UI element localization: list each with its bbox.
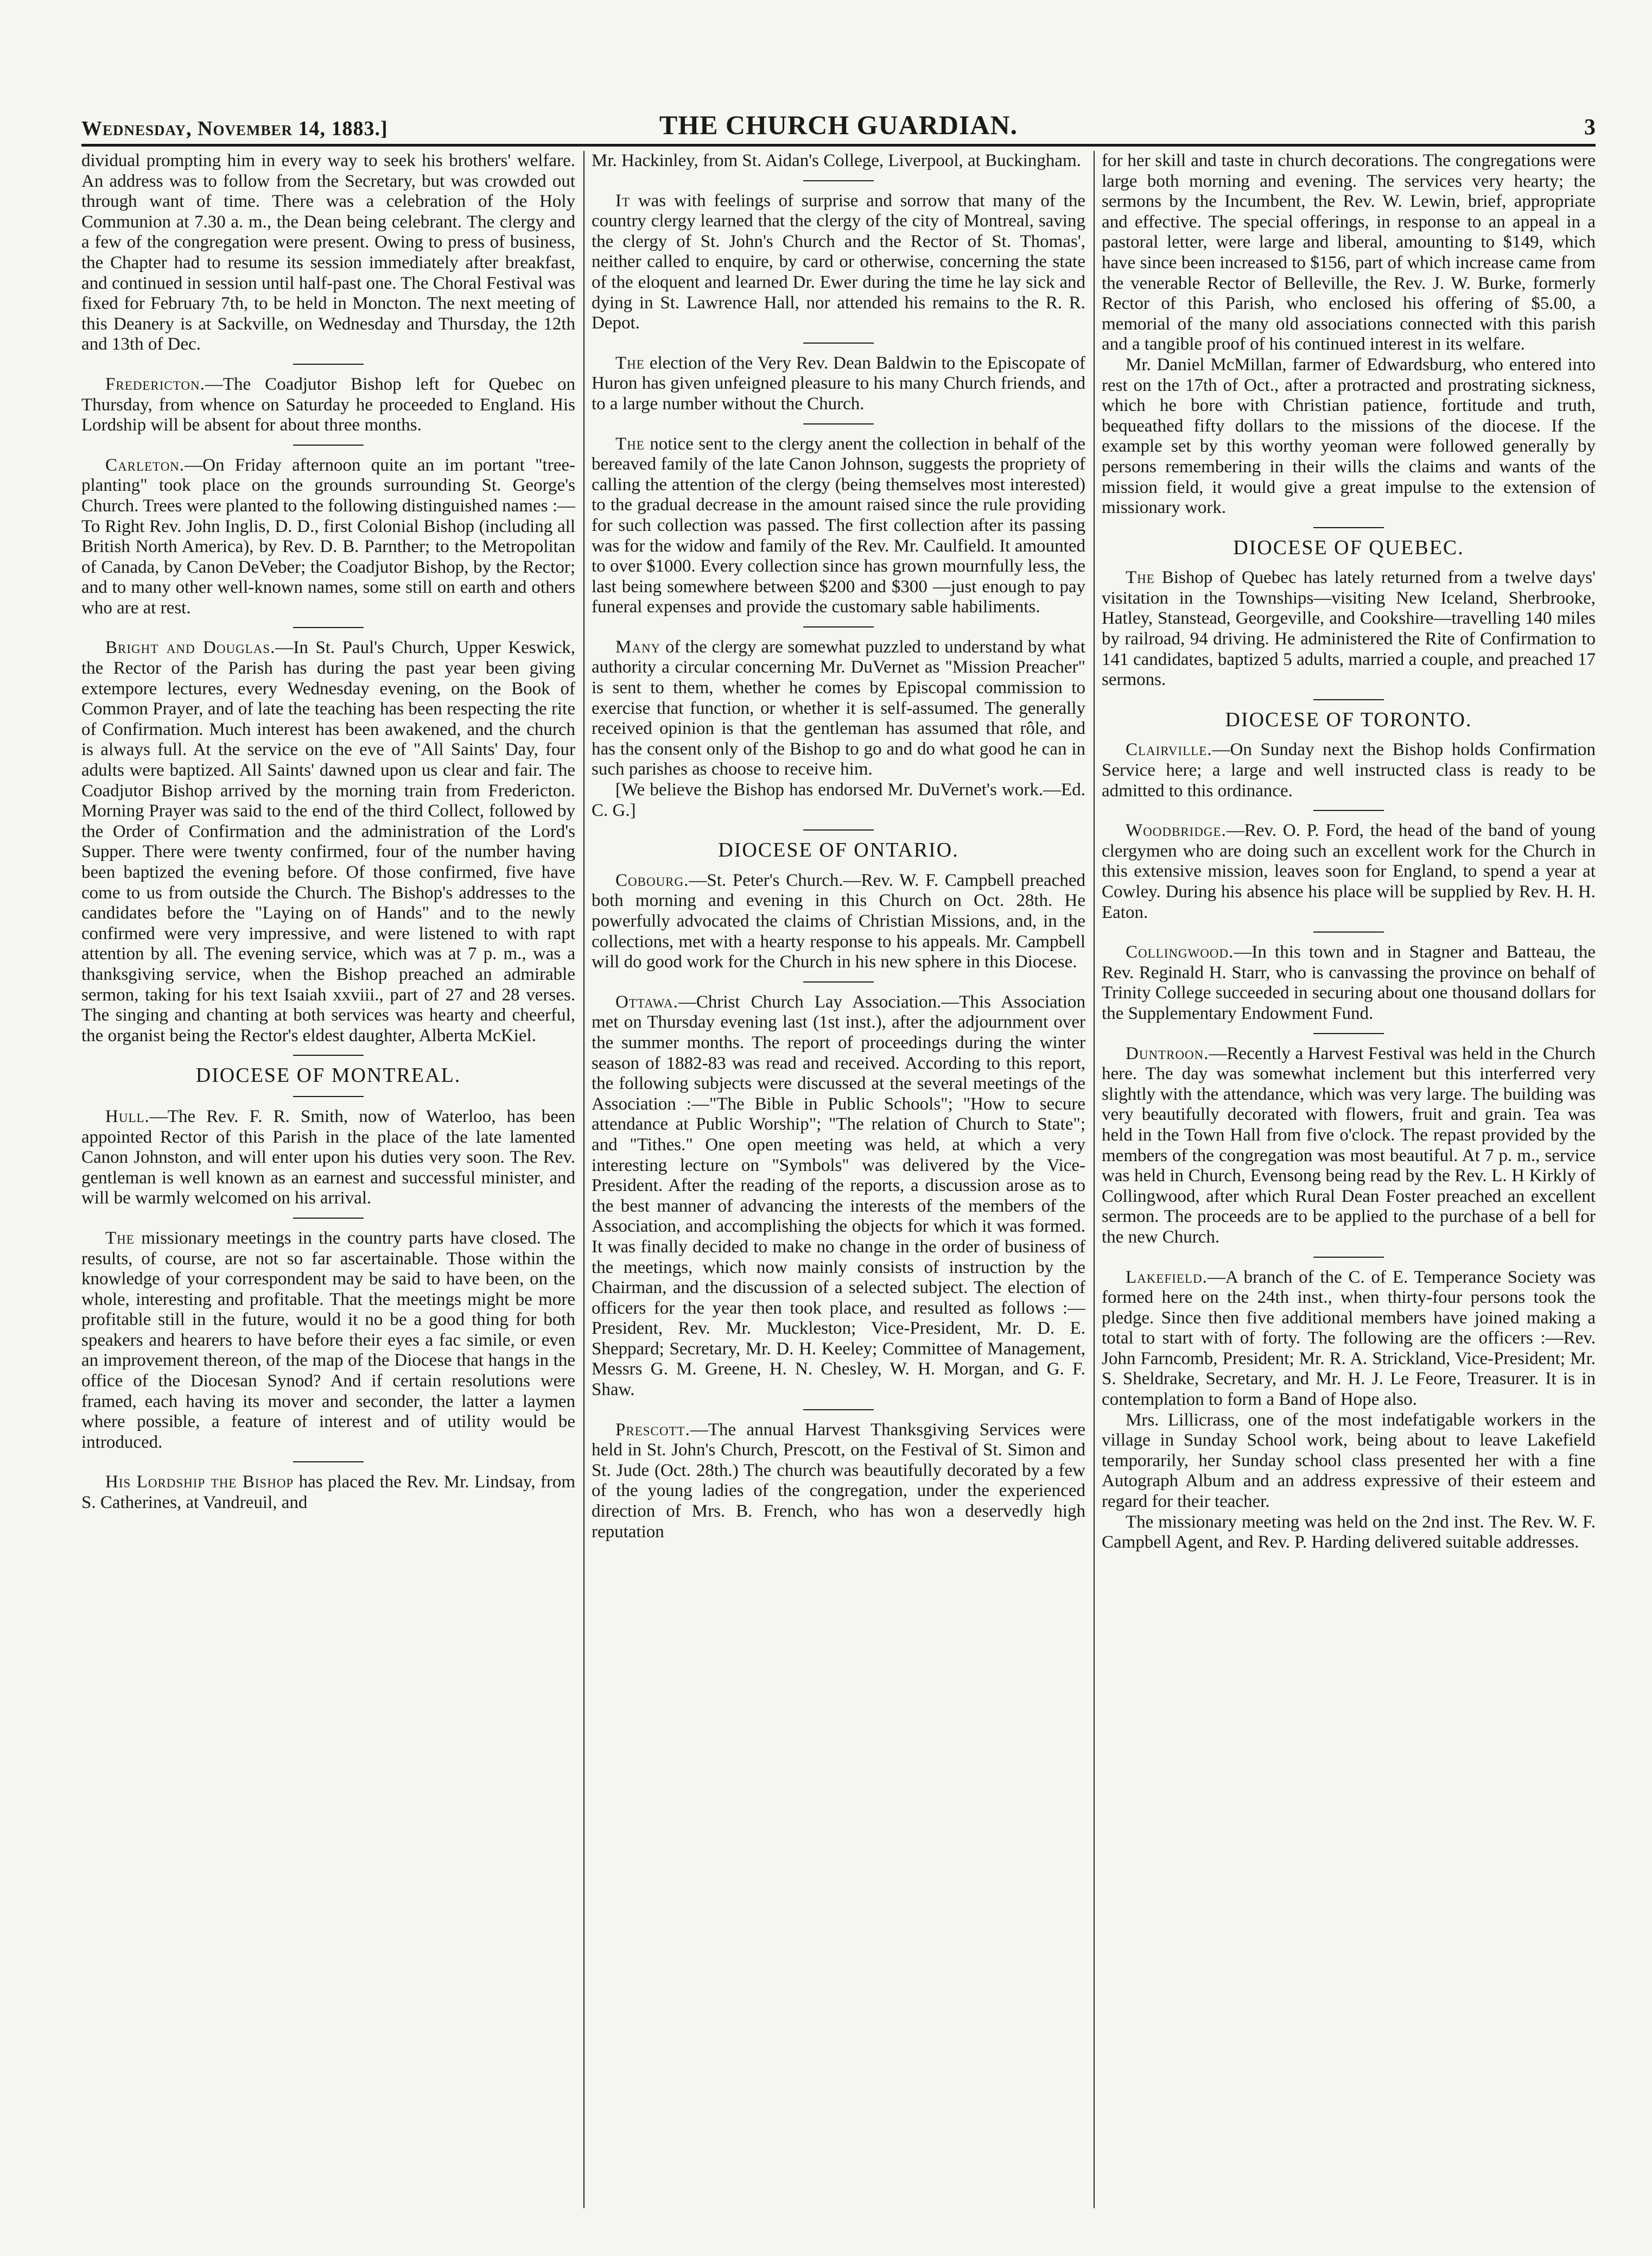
article-paragraph — [81, 1228, 575, 1453]
article-text: —In this town and in Stagner and Batteau, the Rev. Reginald H. Starr, who is canvassing the province on behalf of Trinity College succeeded in securing about one thousand dollars for the Supplementary Endowment Fund. — [1102, 942, 1596, 1023]
section-heading: DIOCESE OF MONTREAL. — [195, 1064, 461, 1087]
article-paragraph — [592, 871, 1085, 973]
separator — [293, 445, 364, 446]
article-text: —The Rev. F. R. Smith, now of Waterloo, has been appointed Rector of this Parish in the place of the late lamented Canon Johnston, and will enter upon his duties very soon. The Rev. gentleman is well known as an earnest and successful minister, and will be warmly welcomed on his arrival. — [81, 1106, 575, 1208]
article-paragraph — [592, 434, 1085, 618]
separator — [293, 364, 364, 365]
article-paragraph: for her skill and taste in church decorations. The congregations were large both morning and evening. The services very hearty; the sermons by the Incumbent, the Rev. W. Lewin, brief, appropriate and effective. The special offerings, in response to an appeal in a pastoral letter, were large and liberal, amounting to $149, which have since been increased to $156, part of which increase came from the venerable Rector of Belleville, the Rev. J. W. Burke, formerly Rector of this Parish, who enclosed his offering of $5.00, a memorial of the many old associations connected with this parish and a tangible proof of his continued interest in its welfare. — [1102, 151, 1596, 354]
article-paragraph: Mr. Hackinley, from St. Aidan's College, Liverpool, at Buckingham. — [592, 151, 1081, 170]
article-paragraph: The missionary meeting was held on the 2nd inst. The Rev. W. F. Campbell Agent, and Rev. P. Harding delivered suitable addresses. — [1102, 1512, 1596, 1552]
section-heading: DIOCESE OF ONTARIO. — [718, 839, 959, 862]
article-text: —A branch of the C. of E. Temperance Society was formed here on the 24th inst., when thirty-four persons took the pledge. Since then five additional members have joined making a total to start with of forty. The following are the officers :—Rev. John Farncomb, President; Mr. R. A. Strickland, Vice-President; Mr. S. Sheldrake, Secretary, and Mr. H. J. Le Feore, Treasurer. It is in contemplation to form a Band of Hope also. — [1102, 1267, 1596, 1410]
column-2 — [592, 151, 1085, 2208]
article-paragraph — [81, 1107, 575, 1209]
section-heading: DIOCESE OF TORONTO. — [1225, 708, 1472, 731]
article-text: election of the Very Rev. Dean Baldwin to the Episcopate of Huron has given unfeigned pleasure to his many Church friends, and to a large number without the Church. — [592, 353, 1085, 414]
dateline: Cobourg. — [615, 870, 689, 890]
separator — [1313, 1033, 1384, 1034]
article-text: —Recently a Harvest Festival was held in the Church here. The day was somewhat inclement but this interferred very slightly with the attendance, which was very large. The building was very beautifully decorated with flowers, fruit and grain. Tea was held in the Town Hall from five o'clock. The repast provided by the members of the congregation was most beautiful. At 7 p. m., service was held in Church, Evensong being read by the Rev. L. H Kirkly of Collingwood, after which Rural Dean Foster preached an excellent sermon. The proceeds are to be applied to the purchase of a bell for the new Church. — [1102, 1043, 1596, 1247]
separator — [803, 829, 874, 831]
separator — [803, 981, 874, 983]
article-paragraph — [81, 375, 575, 436]
separator — [803, 1409, 874, 1410]
article-paragraph — [592, 637, 1085, 780]
article-paragraph: dividual prompting him in every way to seek his brothers' welfare. An address was to follow from the Secretary, but was crowded out through want of time. There was a celebration of the Holy Communion at 7.30 a. m., the Dean being celebrant. The clergy and a few of the congregation were present. Owing to press of business, the Chapter had to resume its session immediately after breakfast, and continued in session until half-past one. The Choral Festival was fixed for February 7th, to be held in Moncton. The next meeting of this Deanery is at Sackville, on Wednesday and Thursday, the 12th and 13th of Dec. — [81, 151, 575, 354]
dateline: Clairville. — [1126, 740, 1212, 760]
article-text: —The annual Harvest Thanksgiving Services were held in St. John's Church, Prescott, on the Festival of St. Simon and St. Jude (Oct. 28th.) The church was beautifully decorated by a few of the young ladies of the congregation, under the experienced direction of Mrs. B. French, who has won a deservedly high reputation — [592, 1419, 1085, 1542]
article-text: missionary meetings in the country parts have closed. The results, of course, are not so far ascertainable. Those within the knowledge of your correspondent may be said to have been, on the whole, interesting and profitable. That the meetings might be more profitable still in the future, would it no be a good thing for both speakers and hearers to have before their eyes a fac simile, or even an improvement thereon, of the map of the Diocese that hangs in the office of the Diocesan Synod? And if certain resolutions were framed, each having its mover and seconder, the latter a laymen where possible, a feature of interest and of utility would be introduced. — [81, 1228, 575, 1452]
article-paragraph — [1102, 1044, 1596, 1248]
article-paragraph: Mr. Daniel McMillan, farmer of Edwardsburg, who entered into rest on the 17th of Oct., after a protracted and prostrating sickness, which he bore with Christian patience, fortitude and truth, bequeathed fifty dollars to the missions of the diocese. If the example set by this worthy yeoman were followed generally by persons remembering in their wills the claims and wants of the mission field, it would give a great impulse to the extension of missionary work. — [1102, 354, 1596, 518]
separator — [1313, 810, 1384, 811]
lead-word: The — [105, 1228, 135, 1248]
masthead — [81, 106, 1596, 147]
lead-word: His Lordship the Bishop — [105, 1472, 294, 1492]
column-rule — [1094, 151, 1095, 2208]
article-paragraph — [1102, 568, 1596, 690]
article-paragraph — [592, 191, 1085, 334]
section-heading: DIOCESE OF QUEBEC. — [1233, 536, 1464, 559]
article-paragraph — [1102, 942, 1596, 1024]
column-rule — [583, 151, 584, 2208]
dateline: Hull. — [105, 1106, 150, 1126]
article-text: —St. Peter's Church.—Rev. W. F. Campbell preached both morning and evening in this Church on Oct. 28th. He powerfully advocated the claims of Christian Missions, and, in the collections, met with a hearty response to his appeals. Mr. Campbell will do good work for the Church in his new sphere in this Diocese. — [592, 870, 1085, 972]
separator — [1313, 1257, 1384, 1258]
dateline: Woodbridge. — [1126, 821, 1227, 841]
editor-note: [We believe the Bishop has endorsed Mr. DuVernet's work.—Ed. C. G.] — [592, 780, 1085, 820]
lead-word: Many — [615, 637, 661, 657]
dateline: Duntroon. — [1126, 1043, 1209, 1063]
article-text: —The Coadjutor Bishop left for Quebec on Thursday, from whence on Saturday he proceeded to England. His Lordship will be absent for about three months. — [81, 374, 575, 435]
dateline: Carleton. — [105, 455, 185, 475]
separator — [803, 343, 874, 344]
separator — [293, 627, 364, 628]
separator — [1313, 931, 1384, 933]
separator — [1313, 527, 1384, 528]
article-text: of the clergy are somewhat puzzled to understand by what authority a circular concerning Mr. DuVernet as "Mission Preacher" is sent to them, whether he comes by Episcopal commission to exercise that function, or whether it is self-assumed. The generally received opinion is that the gentleman has assumed that rôle, and has the consent only of the Bishop to go and do what good he can in such parishes as choose to receive him. — [592, 637, 1085, 780]
separator — [293, 1218, 364, 1219]
column-1 — [81, 151, 575, 2208]
page-number: 3 — [1584, 115, 1596, 140]
article-text: —Rev. O. P. Ford, the head of the band of young clergymen who are doing such an excellent work for the Church in this extensive mission, leaves soon for England, to spend a year at Cowley. During his absence his place will be supplied by Rev. H. H. Eaton. — [1102, 821, 1596, 922]
separator — [803, 626, 874, 628]
article-paragraph — [1102, 1268, 1596, 1410]
article-text: —On Friday afternoon quite an im portant "tree-planting" took place on the grounds surrounding St. George's Church. Trees were planted to the following distinguished names :—To Right Rev. John Inglis, D. D., first Colonial Bishop (including all British North America), by Rev. D. B. Parnther; to the Metropolitan of Canada, by Canon DeVeber; the Coadjutor Bishop, by the Rector; and to many other well-known names, some still on earth and others who are at rest. — [81, 455, 575, 618]
article-text: notice sent to the clergy anent the collection in behalf of the bereaved family of the late Canon Johnson, suggests the propriety of calling the attention of the clergy (being themselves most interested) to the gradual decrease in the amount raised since the rule providing for such collection was passed. The first collection after its passing was for the widow and family of the Rev. Mr. Caulfield. It amounted to over $1000. Every collection since has grown mournfully less, the last being somewhere between $200 and $300 —just enough to pay funeral expenses and provide the customary sable habiliments. — [592, 434, 1085, 617]
dateline: Prescott. — [615, 1419, 690, 1440]
dateline: Collingwood. — [1126, 942, 1234, 962]
dateline: Fredericton. — [105, 374, 205, 394]
article-paragraph — [81, 638, 575, 1046]
lead-word: The — [615, 353, 645, 373]
article-text: —Christ Church Lay Association.—This Association met on Thursday evening last (1st inst.), after the adjournment over the summer months. The report of proceedings during the winter season of 1882-83 was read and received. According to this report, the following subjects were discussed at the several meetings of the Association :—"The Bible in Public Schools"; "How to secure attendance at Public Worship"; "The relation of Church to State"; and "Tithes." One open meeting was held, at which a very interesting lecture on "Symbols" was delivered by the Vice-President. After the reading of the reports, a discussion arose as to the best manner of advancing the interests of the members of the Association, and accomplishing the objects for which it was formed. It was finally decided to make no change in the order of business of the meetings, which now mainly consists of instruction by the Chairman, and the discussion of a selected subject. The election of officers for the year then took place, and resulted as follows :—President, Rev. Mr. Muckleston; Vice-President, Mr. D. E. Sheppard; Secretary, Mr. D. H. Keeley; Committee of Management, Messrs G. M. Greene, H. N. Chesley, W. H. Morgan, and G. F. Shaw. — [592, 992, 1085, 1400]
dateline: Lakefield. — [1126, 1267, 1208, 1287]
article-paragraph — [81, 455, 575, 619]
separator — [803, 423, 874, 424]
separator — [803, 180, 874, 181]
article-paragraph — [1102, 740, 1596, 801]
dateline: Bright and Douglas. — [105, 638, 276, 658]
column-3 — [1102, 151, 1596, 2208]
article-paragraph — [592, 353, 1085, 415]
issue-date: Wednesday, November 14, 1883.] — [81, 117, 388, 140]
article-text: —In St. Paul's Church, Upper Keswick, the Rector of the Parish has during the past year been giving extempore lectures, every Wednesday evening, on the Book of Common Prayer, and of late the teaching has been respecting the rite of Confirmation. Much interest has been awakened, and the church is always full. At the service on the eve of "All Saints' Day, four adults were baptized. All Saints' dawned upon us clear and fair. The Coadjutor Bishop arrived by the morning train from Fredericton. Morning Prayer was said to the end of the third Collect, followed by the Order of Confirmation and the administration of the Lord's Supper. There were twenty confirmed, four of the number having been baptized the evening before. Of those confirmed, five have come to us from outside the Church. The Bishop's addresses to the candidates before the "Laying on of Hands" and to the newly confirmed were very impressive, and were listened to with rapt attention by all. The evening service, which was at 7 p. m., was a thanksgiving service, when the Bishop preached an admirable sermon, taking for his text Isaiah xxviii., part of 27 and 28 verses. The singing and chanting at both services was hearty and cheerful, the organist being the Rector's eldest daughter, Alberta McKiel. — [81, 638, 575, 1045]
dateline: Ottawa. — [615, 992, 678, 1012]
separator — [293, 1055, 364, 1056]
article-text: has placed the Rev. Mr. Lindsay, from S. Catherines, at Vandreuil, and — [81, 1472, 575, 1513]
article-paragraph — [592, 992, 1085, 1401]
separator — [1313, 699, 1384, 700]
article-text: —On Sunday next the Bishop holds Confirmation Service here; a large and well instructed class is ready to be admitted to this ordinance. — [1102, 740, 1596, 801]
newspaper-title: THE CHURCH GUARDIAN. — [659, 110, 1018, 140]
article-paragraph: Mrs. Lillicrass, one of the most indefatigable workers in the village in Sunday School work, being about to leave Lakefield temporarily, her Sunday school class presented her with a fine Autograph Album and an address expressive of their esteem and regard for their teacher. — [1102, 1410, 1596, 1512]
article-paragraph — [81, 1472, 575, 1513]
lead-word: The — [615, 434, 645, 454]
separator — [293, 1461, 364, 1462]
separator — [293, 1096, 364, 1097]
article-text: Bishop of Quebec has lately returned from a twelve days' visitation in the Townships—visiting New Iceland, Sherbrooke, Hatley, Stanstead, Georgeville, and Cookshire—travelling 140 miles by railroad, 94 driving. He administered the Rite of Confirmation to 141 candidates, baptized 5 adults, married a couple, and preached 17 sermons. — [1102, 568, 1596, 690]
lead-word: It — [615, 191, 631, 211]
article-paragraph — [592, 1420, 1085, 1543]
lead-word: The — [1126, 568, 1155, 588]
article-paragraph — [1102, 821, 1596, 923]
article-text: was with feelings of surprise and sorrow that many of the country clergy learned that the clergy of the city of Montreal, saving the clergy of St. John's Church and the Rector of St. Thomas', neither called to enquire, by card or otherwise, concerning the state of the eloquent and learned Dr. Ewer during the time he lay sick and dying in St. Lawrence Hall, nor attended his remains to the R. R. Depot. — [592, 191, 1085, 333]
